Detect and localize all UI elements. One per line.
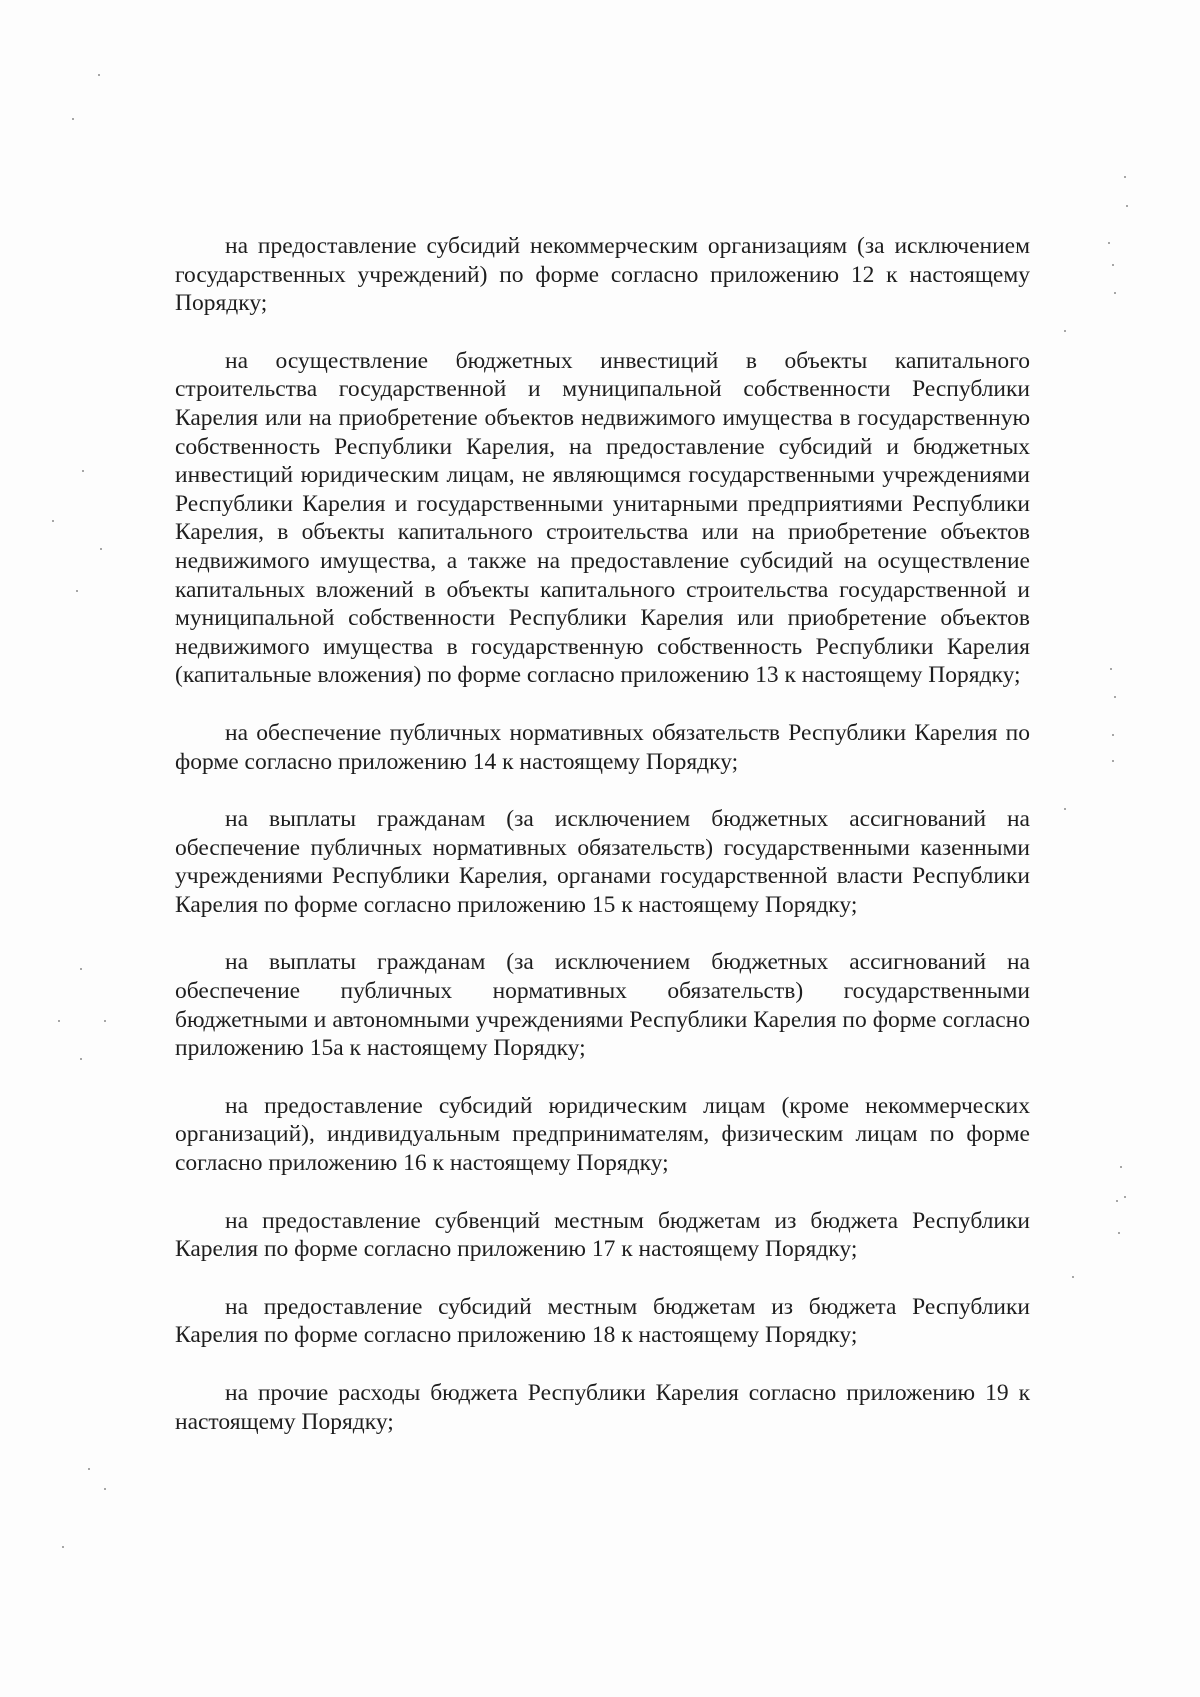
scan-speck — [1064, 330, 1066, 332]
scan-speck — [98, 74, 100, 76]
scan-speck — [1116, 1200, 1118, 1202]
scan-speck — [1064, 808, 1066, 810]
scan-speck — [82, 470, 84, 472]
document-body — [175, 232, 1030, 1465]
scan-speck — [1112, 734, 1114, 736]
scan-speck — [1126, 205, 1128, 207]
scan-speck — [72, 118, 74, 120]
paragraph-appendix-13: на осуществление бюджетных инвестиций в объекты капитального строительства государственной и муниципальной собственности Республики Карелия или на приобретение объектов недвижимого имущества в государственную собственность Республики Карелия, на предоставление субсидий и бюджетных инвестиций юридическим лицам, не являющимся государственными учреждениями Республики Карелия и государственными унитарными предприятиями Республики Карелия, в объекты капитального строительства или на приобретение объектов недвижимого имущества, а также на предоставление субсидий на осуществление капитальных вложений в объекты капитального строительства государственной и муниципальной собственности Республики Карелия или приобретение объектов недвижимого имущества в государственную собственность Республики Карелия (капитальные вложения) по форме согласно приложению 13 к настоящему Порядку; — [175, 347, 1030, 689]
scan-speck — [80, 1058, 82, 1060]
paragraph-appendix-14: на обеспечение публичных нормативных обязательств Республики Карелия по форме согласно приложению 14 к настоящему Порядку; — [175, 719, 1030, 775]
paragraph-appendix-19: на прочие расходы бюджета Республики Карелия согласно приложению 19 к настоящему Порядку; — [175, 1380, 1030, 1435]
scan-speck — [1124, 1196, 1126, 1198]
scan-speck — [58, 1020, 60, 1022]
scan-speck — [1108, 242, 1110, 244]
scan-speck — [1112, 760, 1114, 762]
paragraph-appendix-15a: на выплаты гражданам (за исключением бюджетных ассигнований на обеспечение публичных нормативных обязательств) государственными бюджетными и автономными учреждениями Республики Карелия по форме согласно приложению 15а к настоящему Порядку; — [175, 949, 1030, 1062]
scan-speck — [52, 520, 54, 522]
paragraph-appendix-16: на предоставление субсидий юридическим лицам (кроме некоммерческих организаций), индивидуальным предпринимателям, физическим лицам по форме согласно приложению 16 к настоящему Порядку; — [175, 1092, 1030, 1177]
scan-speck — [1118, 1232, 1120, 1234]
paragraph-appendix-18: на предоставление субсидий местным бюджетам из бюджета Республики Карелия по форме согласно приложению 18 к настоящему Порядку; — [175, 1293, 1030, 1349]
scan-speck — [1110, 668, 1112, 670]
paragraph-appendix-15: на выплаты гражданам (за исключением бюджетных ассигнований на обеспечение публичных нормативных обязательств) государственными казенными учреждениями Республики Карелия, органами государственной власти Республики Карелия по форме согласно приложению 15 к настоящему Порядку; — [175, 806, 1030, 918]
scan-speck — [88, 1468, 90, 1470]
scan-speck — [100, 548, 102, 550]
scan-speck — [1124, 176, 1126, 178]
scan-speck — [1112, 264, 1114, 266]
paragraph-appendix-12: на предоставление субсидий некоммерческим организациям (за исключением государственных учреждений) по форме согласно приложению 12 к настоящему Порядку; — [175, 233, 1030, 317]
scan-speck — [104, 1020, 106, 1022]
paragraph-appendix-17: на предоставление субвенций местным бюджетам из бюджета Республики Карелия по форме согласно приложению 17 к настоящему Порядку; — [175, 1207, 1030, 1263]
scan-speck — [1114, 292, 1116, 294]
scan-speck — [1120, 1166, 1122, 1168]
scan-speck — [1114, 696, 1116, 698]
scan-speck — [80, 968, 82, 970]
scan-speck — [76, 590, 78, 592]
scan-speck — [62, 1546, 64, 1548]
scan-speck — [1072, 1276, 1074, 1278]
scan-speck — [104, 1488, 106, 1490]
